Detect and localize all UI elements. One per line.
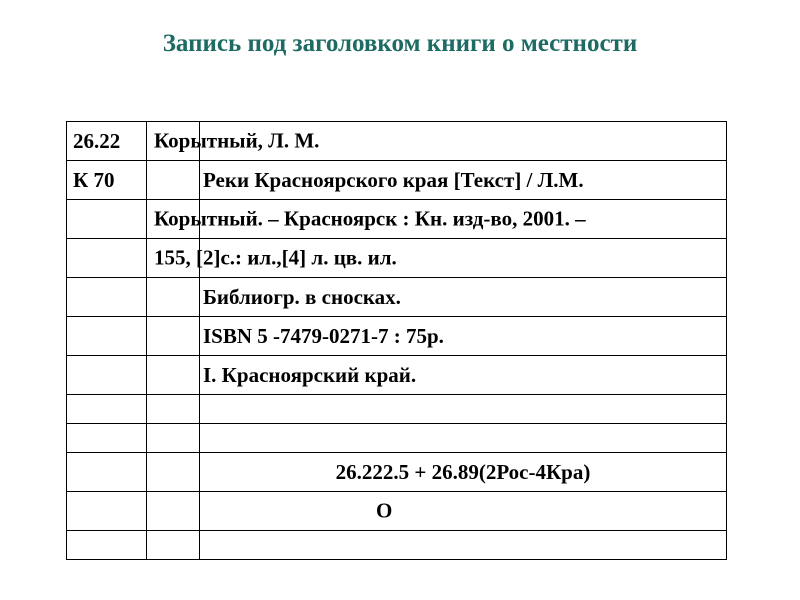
- author-mark-cell: [147, 317, 200, 356]
- index-cell: [67, 239, 147, 278]
- catalog-card-table: [66, 121, 727, 560]
- table-row: [67, 200, 727, 239]
- author-mark-cell: [147, 200, 586, 239]
- table-row: [67, 531, 727, 560]
- index-cell: [67, 492, 147, 531]
- author-mark-cell: [147, 161, 200, 200]
- table-row: [67, 356, 727, 395]
- author-mark-cell: [147, 278, 200, 317]
- table-row: [67, 278, 727, 317]
- author-mark-cell: [147, 453, 200, 492]
- classification-formula: 26.222.5 + 26.89(2Рос-4Кра): [200, 453, 727, 492]
- author-mark-cell: [147, 424, 200, 453]
- index-cell: [67, 453, 147, 492]
- table-row: [67, 453, 727, 492]
- isbn-line: ISBN 5 -7479-0271-7 : 75р.: [200, 317, 727, 356]
- description-cell: [200, 395, 727, 424]
- physical-description: 155, [2]с.: ил.,[4] л. цв. ил.: [154, 245, 397, 270]
- mark-cell: [200, 492, 727, 531]
- table-row: [67, 122, 727, 161]
- subject-line: I. Красноярский край.: [200, 356, 727, 395]
- classification-index: 26.22: [67, 122, 147, 161]
- index-cell: [67, 531, 147, 560]
- index-cell: [67, 200, 147, 239]
- notes-line: Библиогр. в сносках.: [200, 278, 727, 317]
- author-mark-cell: [147, 122, 320, 161]
- index-cell: [67, 395, 147, 424]
- table-row: [67, 424, 727, 453]
- table-row: [67, 239, 727, 278]
- author-mark-cell: [147, 492, 200, 531]
- author-mark-cell: [147, 531, 200, 560]
- publication-line: Корытный. – Красноярск : Кн. изд-во, 2001. –: [154, 206, 586, 231]
- index-cell: [67, 317, 147, 356]
- author-mark-cell: [147, 356, 200, 395]
- description-cell: [200, 531, 727, 560]
- author-heading: Корытный, Л. М.: [154, 128, 320, 153]
- table-row: [67, 492, 727, 531]
- author-mark-cell: [147, 395, 200, 424]
- table-row: [67, 317, 727, 356]
- index-cell: [67, 278, 147, 317]
- author-mark-cell: [147, 239, 397, 278]
- author-mark: К 70: [67, 161, 147, 200]
- index-cell: [67, 424, 147, 453]
- index-cell: [67, 356, 147, 395]
- table-row: [67, 161, 727, 200]
- page-title: Запись под заголовком книги о местности: [162, 30, 638, 57]
- title-line: Реки Красноярского края [Текст] / Л.М.: [200, 161, 727, 200]
- mark-letter: О: [376, 498, 393, 523]
- description-cell: [200, 424, 727, 453]
- table-row: [67, 395, 727, 424]
